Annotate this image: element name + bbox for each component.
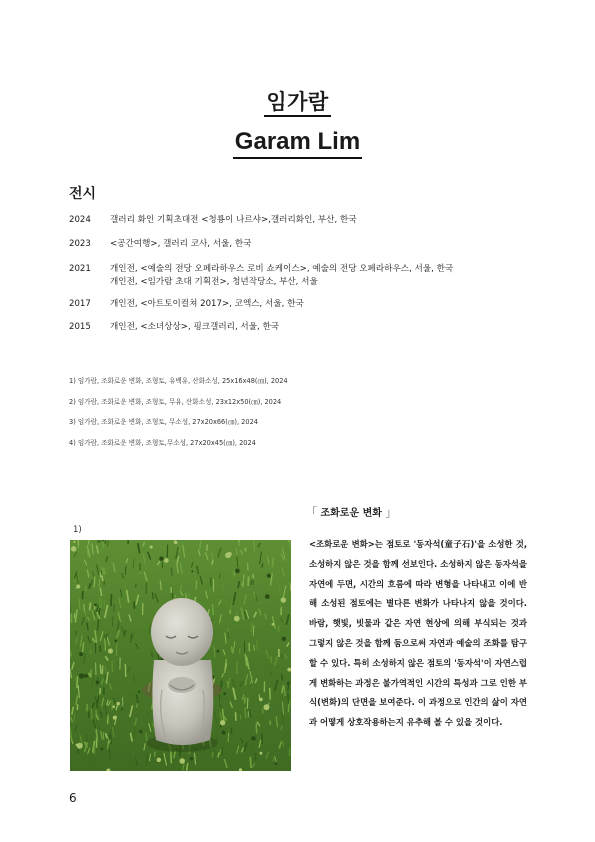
exhibition-description: 개인전, <아트토이컬쳐 2017>, 코엑스, 서울, 한국	[110, 299, 304, 309]
exhibition-description: <공간여행>, 갤러리 코사, 서울, 한국	[110, 239, 252, 249]
exhibition-description: 갤러리 화인 기획초대전 <청룡이 나르샤>,갤러리화인, 부산, 한국	[110, 215, 357, 225]
corner-bracket-close: 」	[385, 506, 397, 519]
corner-bracket-open: 「	[306, 506, 317, 519]
artwork-caption: 4) 임가람, 조화로운 변화, 조형토,무소성, 27x20x45(㎝), 2024	[69, 438, 256, 447]
exhibition-year: 2017	[69, 299, 91, 309]
article-body: <조화로운 변화>는 점토로 '동자석(童子石)'을 소성한 것, 소성하지 않은 것을 함께 선보인다. 소성하지 않은 동자석을 자연에 두면, 시간의 흐름에 따라 변형을 나타내고 이에 반해 소성된 점토에는 별다른 변화가 나타나지 않을 것이다. 바람, 햇빛, 빗물과 같은 자연 현상에 의해 부식되는 것과 그렇지 않은 것을 함께 둠으로써 자연과 예술의 조화를 탐구할 수 있다. 특히 소성하지 않은 점토의 '동자석'이 자연스럽게 변화하는 과정은 불가역적인 시간의 특성과 그로 인한 부식(변화)의 단면을 보여준다. 이 과정으로 인간의 삶이 자연과 어떻게 상호작용하는지 유추해 볼 수 있을 것이다.	[309, 539, 527, 728]
article-title-text: 조화로운 변화	[320, 508, 382, 519]
artwork-photo-image	[70, 540, 291, 771]
artist-name-korean	[0, 86, 595, 116]
exhibition-year: 2024	[69, 215, 91, 225]
exhibitions-heading: 전시	[69, 186, 97, 202]
article-title	[306, 504, 396, 520]
artwork-photo	[70, 540, 291, 771]
exhibition-description-line: 개인전, <예술의 전당 오페라하우스 로비 쇼케이스>, 예술의 전당 오페라하우스, 서울, 한국	[110, 264, 454, 274]
artist-name-english	[0, 128, 595, 156]
artwork-caption: 1) 임가람, 조화로운 변화, 조형토, 유백유, 산화소성, 25x16x48(㎝), 2024	[69, 377, 288, 385]
exhibition-year: 2021	[69, 264, 91, 274]
artwork-caption: 3) 임가람, 조화로운 변화, 조형토, 무소성, 27x20x66(㎝), 2024	[69, 418, 258, 427]
photo-label: 1)	[73, 525, 82, 535]
exhibition-description-line: 개인전, <임가람 초대 기획전>, 청년작당소, 부산, 서울	[110, 276, 318, 287]
artist-name-korean-text: 임가람	[264, 90, 330, 117]
page-number: 6	[69, 791, 77, 805]
stone-figure	[146, 598, 218, 752]
exhibition-description	[110, 263, 540, 288]
exhibition-description: 개인전, <소녀상상>, 핑크갤러리, 서울, 한국	[110, 322, 280, 332]
artwork-caption: 2) 임가람, 조화로운 변화, 조형토, 무유, 산화소성, 23x12x50(㎝), 2024	[69, 397, 282, 406]
artist-name-english-text: Garam Lim	[233, 128, 362, 159]
artwork-captions	[69, 376, 539, 458]
exhibition-year: 2023	[69, 239, 91, 249]
exhibition-year: 2015	[69, 322, 91, 332]
